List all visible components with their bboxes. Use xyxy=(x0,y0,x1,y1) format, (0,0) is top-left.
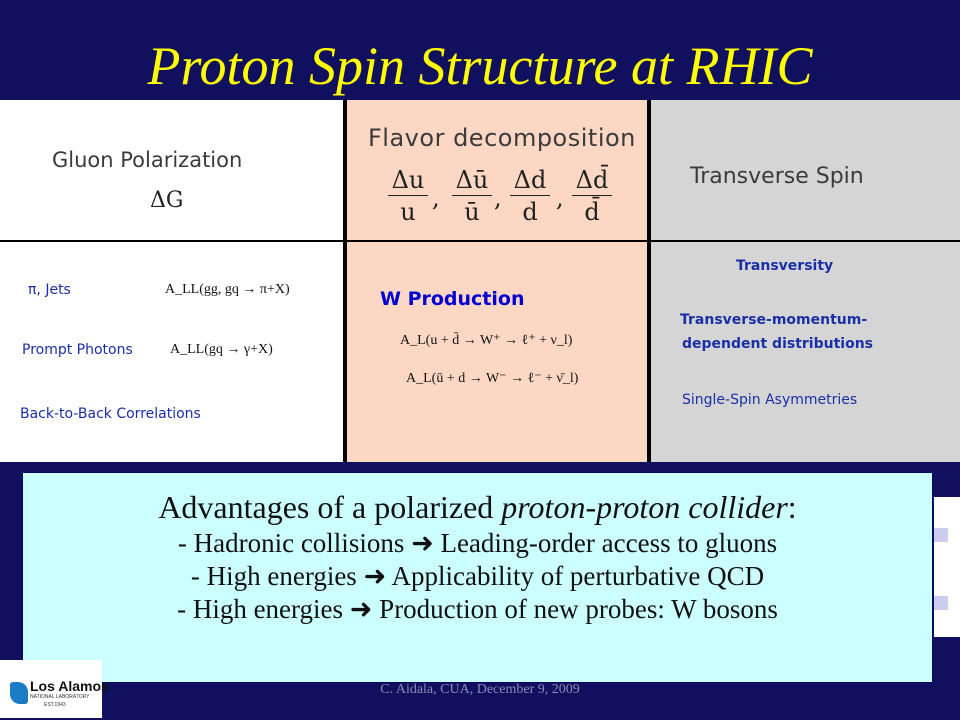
column-divider xyxy=(647,100,651,462)
tmd-label-line2: dependent distributions xyxy=(682,336,873,352)
fraction-delta-dbar: Δd̄ d̄ xyxy=(572,166,612,226)
advantages-box xyxy=(22,472,933,683)
slide-title: Proton Spin Structure at RHIC xyxy=(147,36,813,96)
prompt-photons-formula: A_LL(gq → γ+X) xyxy=(170,342,273,357)
decorative-square xyxy=(934,596,948,610)
transverse-header: Transverse Spin xyxy=(690,164,864,189)
flavor-header: Flavor decomposition xyxy=(368,124,636,152)
arrow-icon: ➜ xyxy=(411,528,434,558)
topic-table xyxy=(0,100,960,462)
los-alamos-logo: Los Alamos NATIONAL LABORATORY EST.1943 xyxy=(0,660,102,718)
fraction-delta-u: Δu u xyxy=(388,166,428,226)
fraction-delta-ubar: Δū ū xyxy=(452,166,492,226)
fraction-delta-d: Δd d xyxy=(510,166,550,226)
comma: , xyxy=(432,184,440,212)
pi-jets-label: π, Jets xyxy=(28,282,71,298)
flavor-column xyxy=(345,100,650,462)
advantage-line: - Hadronic collisions ➜ Leading-order access to gluons xyxy=(177,528,778,558)
advantages-heading: Advantages of a polarized proton-proton collider: xyxy=(158,489,797,525)
delta-g-symbol: ΔG xyxy=(150,188,184,213)
w-production-label: W Production xyxy=(380,288,525,310)
advantage-line: - High energies ➜ Production of new probes: W bosons xyxy=(177,594,778,624)
gluon-header: Gluon Polarization xyxy=(52,148,243,172)
decorative-square xyxy=(934,528,948,542)
footer-credit: C. Aidala, CUA, December 9, 2009 xyxy=(380,682,580,697)
prompt-photons-label: Prompt Photons xyxy=(22,342,133,358)
advantage-line: - High energies ➜ Applicability of perturbative QCD xyxy=(190,561,765,591)
comma: , xyxy=(494,184,502,212)
arrow-icon: ➜ xyxy=(349,594,373,624)
tmd-label-line1: Transverse-momentum- xyxy=(680,312,868,328)
back-to-back-label: Back-to-Back Correlations xyxy=(20,406,201,422)
decorative-panel xyxy=(934,497,960,637)
w-minus-formula: A_L(ū + d → W⁻ → ℓ⁻ + ν̄_l) xyxy=(406,371,579,386)
arrow-icon: ➜ xyxy=(363,561,387,591)
pi-jets-formula: A_LL(gg, gq → π+X) xyxy=(165,282,290,297)
transversity-label: Transversity xyxy=(736,258,834,274)
w-plus-formula: A_L(u + d̄ → W⁺ → ℓ⁺ + ν_l) xyxy=(400,333,573,348)
ssa-label: Single-Spin Asymmetries xyxy=(682,392,858,408)
row-divider xyxy=(0,240,960,242)
column-divider xyxy=(343,100,347,462)
comma: , xyxy=(556,184,564,212)
